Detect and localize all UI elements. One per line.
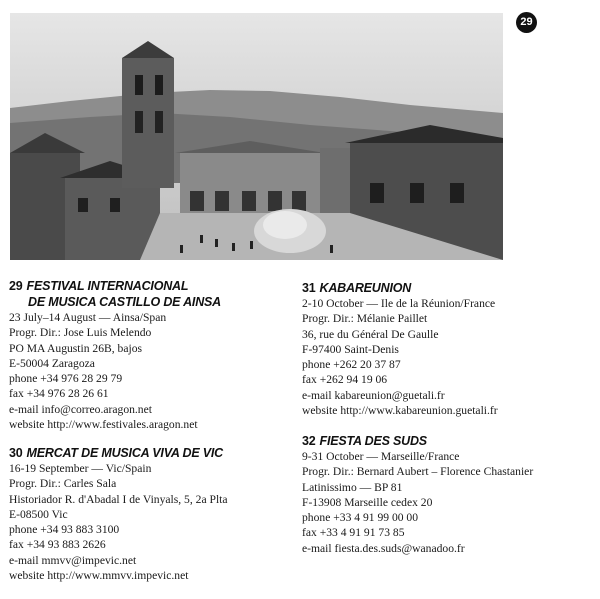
entry-email: e-mail fiesta.des.suds@wanadoo.fr <box>302 541 465 555</box>
entry-fax: fax +34 976 28 26 61 <box>9 387 109 401</box>
entry-title <box>302 280 587 296</box>
entry-title <box>9 445 294 461</box>
entry-number: 31 <box>302 281 316 295</box>
entry-website: website http://www.festivales.aragon.net <box>9 418 198 432</box>
entry-postcode: F-13908 Marseille cedex 20 <box>302 495 433 509</box>
entry-title-line1: KABAREUNION <box>319 281 412 295</box>
entry-email: e-mail kabareunion@guetali.fr <box>302 388 445 402</box>
entry-dates: 23 July–14 August — Ainsa/Span <box>9 311 167 324</box>
entry-director: Progr. Dir.: Mélanie Paillet <box>302 312 428 326</box>
entry-postcode: F-97400 Saint-Denis <box>302 342 399 356</box>
festival-entry-29 <box>9 278 294 432</box>
entry-number: 32 <box>302 434 316 448</box>
entry-number: 29 <box>9 279 23 293</box>
entry-director: Progr. Dir.: Bernard Aubert – Florence Chastanier <box>302 465 534 479</box>
entry-dates: 16-19 September — Vic/Spain <box>9 462 152 475</box>
entry-postcode: E-50004 Zaragoza <box>9 356 95 370</box>
entry-title <box>9 278 294 310</box>
entry-dates: 2-10 October — Ile de la Réunion/France <box>302 297 496 310</box>
entry-director: Progr. Dir.: Jose Luis Melendo <box>9 326 152 340</box>
entry-title-line2: DE MUSICA CASTILLO DE AINSA <box>28 295 221 309</box>
festival-entry-31 <box>302 280 587 418</box>
entry-number: 30 <box>9 446 23 460</box>
entry-address: Latinissimo — BP 81 <box>302 480 403 494</box>
entry-director: Progr. Dir.: Carles Sala <box>9 477 117 491</box>
entry-email: e-mail info@correo.aragon.net <box>9 402 152 416</box>
village-photo <box>10 13 503 260</box>
entry-phone: phone +262 20 37 87 <box>302 358 401 372</box>
village-photo-illustration <box>10 13 503 260</box>
entry-phone: phone +34 976 28 29 79 <box>9 372 123 386</box>
entry-phone: phone +34 93 883 3100 <box>9 523 120 537</box>
entry-fax: fax +33 4 91 91 73 85 <box>302 526 405 540</box>
entry-title-line1: FIESTA DES SUDS <box>319 434 427 448</box>
festival-entry-30 <box>9 445 294 583</box>
entry-website: website http://www.kabareunion.guetali.fr <box>302 404 498 418</box>
entry-fax: fax +262 94 19 06 <box>302 373 388 387</box>
festival-entry-32 <box>302 433 587 556</box>
entry-title-line1: FESTIVAL INTERNACIONAL <box>26 279 189 293</box>
entry-address: PO MA Augustin 26B, bajos <box>9 341 143 355</box>
entry-title <box>302 433 587 449</box>
page-number-badge: 29 <box>516 12 537 33</box>
entry-fax: fax +34 93 883 2626 <box>9 538 106 552</box>
entry-address: 36, rue du Général De Gaulle <box>302 327 439 341</box>
entry-address: Historiador R. d'Abadal I de Vinyals, 5, 2a Plta <box>9 492 228 506</box>
entry-title-line1: MERCAT DE MUSICA VIVA DE VIC <box>26 446 224 460</box>
entry-email: e-mail mmvv@impevic.net <box>9 553 137 567</box>
entry-website: website http://www.mmvv.impevic.net <box>9 569 189 583</box>
entry-phone: phone +33 4 91 99 00 00 <box>302 511 419 525</box>
entry-dates: 9-31 October — Marseille/France <box>302 450 460 463</box>
entry-postcode: E-08500 Vic <box>9 507 68 521</box>
